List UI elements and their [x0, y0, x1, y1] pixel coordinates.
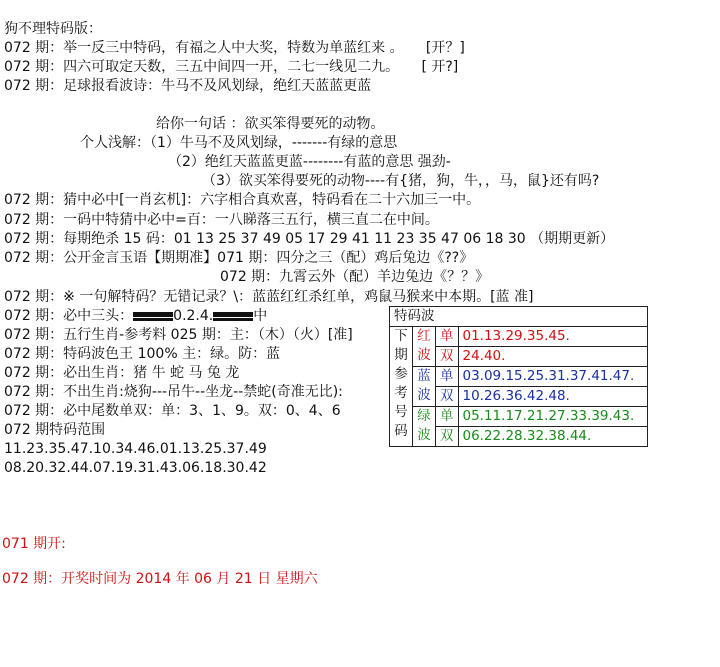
text-line-11 [4, 326, 353, 345]
green-dan-label: 单 [436, 407, 459, 427]
opinion-line-1 [80, 134, 397, 153]
text-line-1 [4, 39, 465, 58]
period-label: 072 期： [4, 40, 64, 56]
line-text-3: 中 [253, 308, 268, 324]
period-label: 072 期： [4, 59, 64, 75]
green-wave-label: 绿波 [413, 407, 436, 447]
line-text: 足球报看波诗：牛马不及风划绿，绝红天蓝蓝更蓝 [63, 78, 372, 94]
green-shuang-label: 双 [436, 427, 459, 447]
text-line-2 [4, 58, 458, 77]
table-title: 特码波 [390, 307, 648, 327]
line-tag: [开？] [425, 40, 465, 56]
red-dan-label: 单 [436, 327, 459, 347]
period-label: 072 期： [4, 212, 64, 228]
text-line-13 [4, 364, 239, 383]
text-line-15 [4, 402, 341, 421]
line-text: 特码波色王 100% 主：绿。防：蓝 [63, 346, 281, 362]
line-text: 公开金言玉语【期期准】071 期：四分之三（配）鸡后兔边《??》 [63, 250, 474, 266]
opinion-line-2: （2）绝红天蓝蓝更蓝--------有蓝的意思 强劲- [168, 154, 451, 170]
text-line-14 [4, 383, 343, 402]
triple-bar-icon [213, 312, 253, 321]
line-text: 必中三头： [63, 308, 134, 324]
text-line-12 [4, 345, 280, 364]
blue-shuang-label: 双 [436, 387, 459, 407]
line-text: 四六可取定天数，三五中间四一开，二七一线见二九。 [63, 59, 400, 75]
blue-shuang-numbers: 10.26.36.42.48. [458, 387, 647, 407]
line-text-2: 0.2.4. [173, 308, 214, 324]
red-wave-label: 红波 [413, 327, 436, 367]
range-numbers-1: 11.23.35.47.10.34.46.01.13.25.37.49 [4, 441, 267, 457]
text-line-3 [4, 77, 371, 96]
line-tag: [ 开?] [421, 59, 459, 75]
period-label: 072 期： [4, 346, 64, 362]
blue-wave-label: 蓝波 [413, 367, 436, 407]
opinion-item: （1）牛马不及风划绿，-------有绿的意思 [150, 135, 398, 151]
period-label: 072 期： [220, 269, 280, 285]
line-text: 猜中必中[一肖玄机]：六字相合真欢喜，特码看在二十六加三一中。 [63, 192, 481, 208]
line-text: 九霄云外（配）羊边兔边《？？》 [279, 269, 490, 285]
draw-time-line: 072 期：开奖时间为 2014 年 06 月 21 日 星期六 [2, 571, 318, 587]
line-text: 举一反三中特码，有福之人中大奖，特数为单蓝红来 。 [63, 40, 404, 56]
text-line-9 [4, 288, 533, 307]
blue-dan-label: 单 [436, 367, 459, 387]
period-label: 072 期： [4, 403, 64, 419]
period-label: 072 期： [4, 365, 64, 381]
text-line-4 [4, 191, 480, 210]
period-label: 072 期： [4, 78, 64, 94]
open-071-label: 071 期开: [2, 536, 66, 552]
page-header: 狗不理特码版： [4, 21, 102, 37]
text-line-6 [4, 230, 614, 249]
red-dan-numbers: 01.13.29.35.45. [458, 327, 647, 347]
line-text: 每期绝杀 15 码：01 13 25 37 49 05 17 29 41 11 23 35 47 06 18 30 （期期更新） [63, 231, 615, 247]
line-text: 一码中特猜中必中=百：一八睇落三五行，横三直二在中间。 [63, 212, 439, 228]
period-label: 072 期： [4, 192, 64, 208]
period-label: 072 期： [4, 289, 64, 305]
quote-line: 给你一句话 ：欲买笨得要死的动物。 [156, 116, 385, 132]
green-dan-numbers: 05.11.17.21.27.33.39.43. [458, 407, 647, 427]
line-text: 五行生肖-参考料 025 期：主：（木）（火）[准] [63, 327, 353, 343]
period-label: 072 期： [4, 250, 64, 266]
line-text: 必出生肖：猪 牛 蛇 马 兔 龙 [63, 365, 240, 381]
period-label: 072 期： [4, 384, 64, 400]
triple-bar-icon [133, 312, 173, 321]
opinion-line-3: （3）欲买笨得要死的动物----有{猪，狗，牛，，马，鼠}还有吗? [202, 173, 600, 189]
tema-wave-table [389, 306, 648, 447]
line-text: 必中尾数单双：单：3、1、9。双：0、4、6 [63, 403, 341, 419]
range-title: 072 期特码范围 [4, 422, 106, 438]
red-shuang-label: 双 [436, 347, 459, 367]
blue-dan-numbers: 03.09.15.25.31.37.41.47. [458, 367, 647, 387]
side-label: 下期参考号码 [390, 327, 413, 447]
green-shuang-numbers: 06.22.28.32.38.44. [458, 427, 647, 447]
text-line-8 [220, 268, 489, 287]
text-line-10 [4, 307, 267, 326]
opinion-label: 个人浅解： [80, 135, 150, 151]
line-text: 不出生肖:烧狗---吊牛--坐龙--禁蛇(奇准无比): [63, 384, 343, 400]
range-numbers-2: 08.20.32.44.07.19.31.43.06.18.30.42 [4, 460, 267, 476]
period-label: 072 期： [4, 308, 64, 324]
line-text: ※ 一句解特码？无错记录？\：蓝蓝红红杀红单，鸡鼠马猴来中本期。[蓝 准] [63, 289, 534, 305]
text-line-5 [4, 211, 439, 230]
text-line-7 [4, 249, 473, 268]
period-label: 072 期： [4, 327, 64, 343]
red-shuang-numbers: 24.40. [458, 347, 647, 367]
period-label: 072 期： [4, 231, 64, 247]
